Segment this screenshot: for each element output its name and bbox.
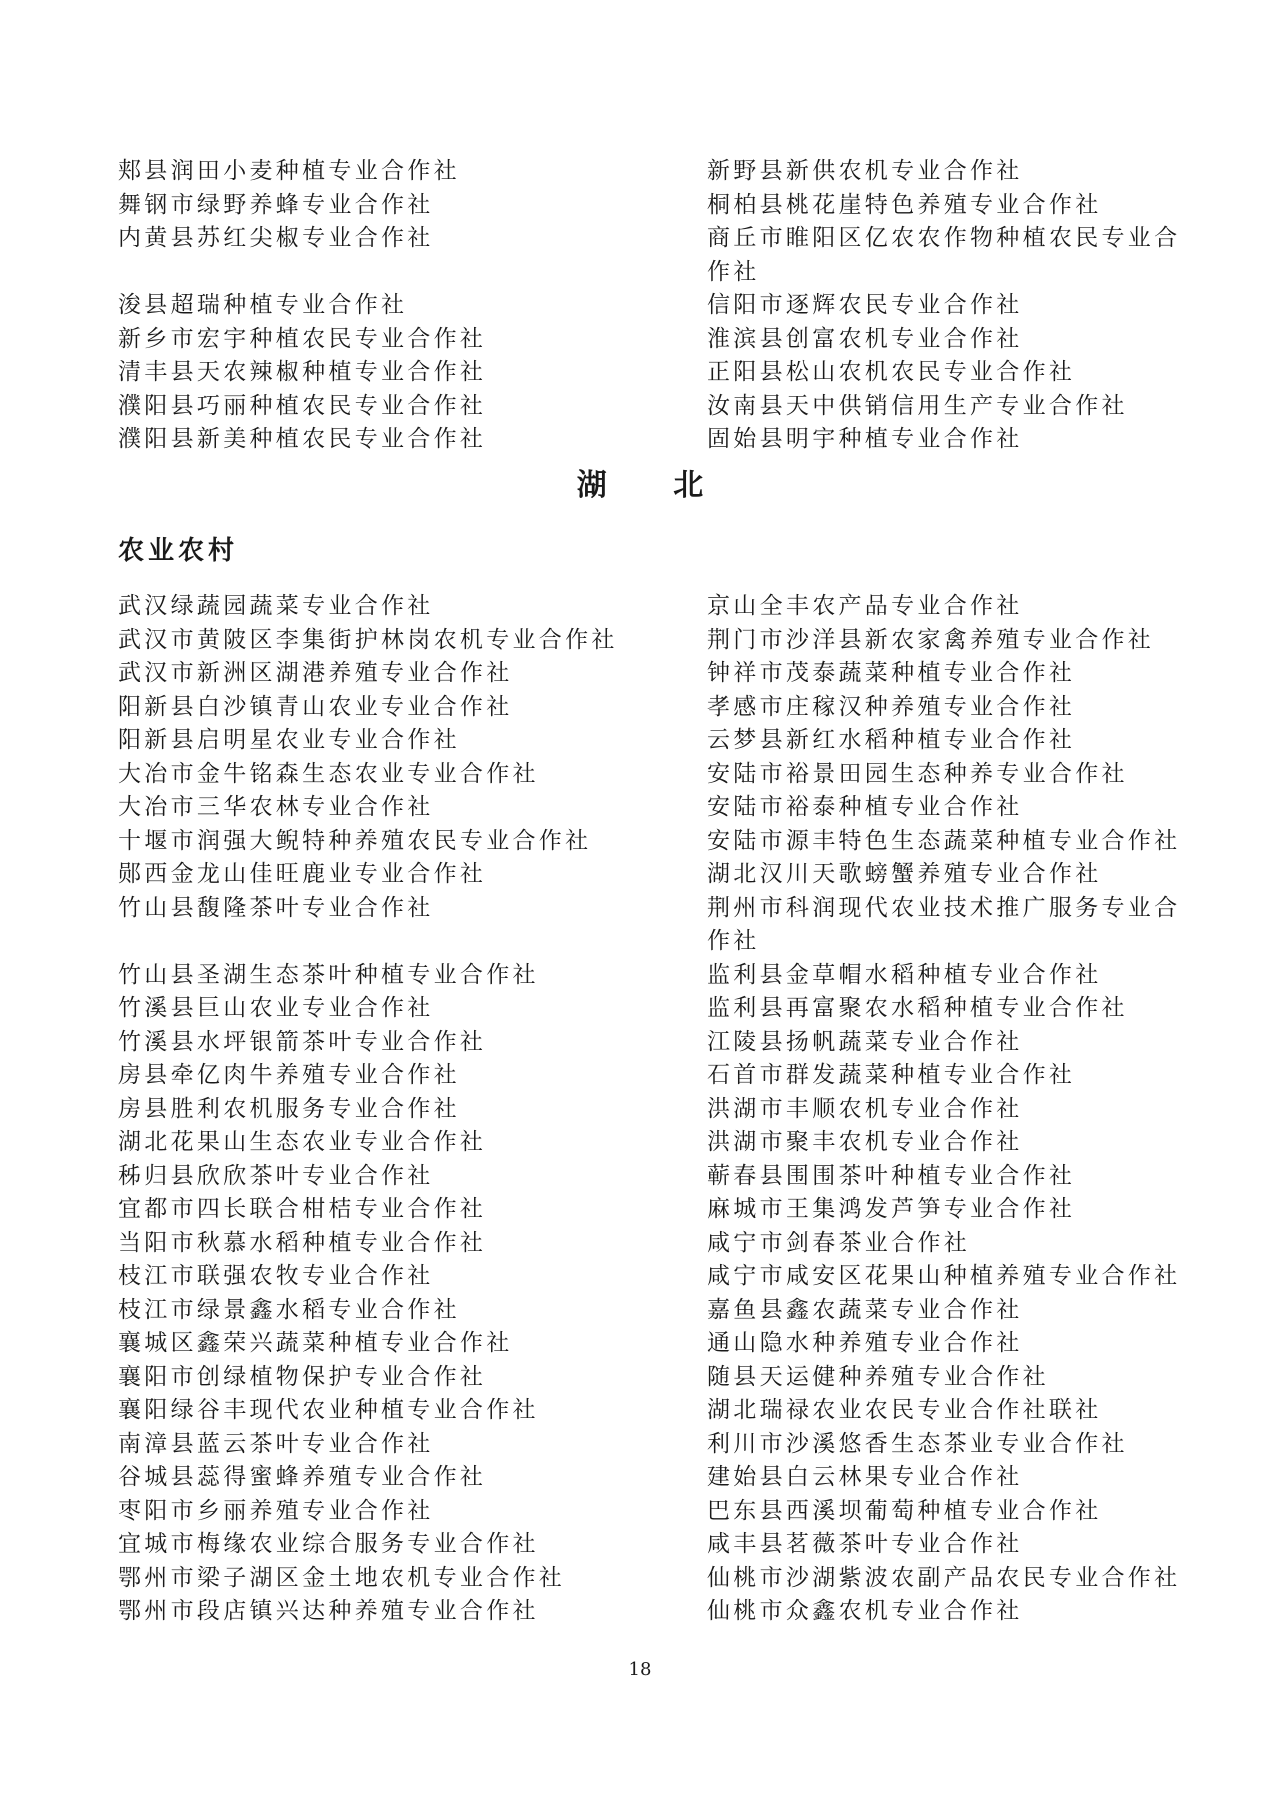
cooperative-entry: 竹山县圣湖生态茶叶种植专业合作社 [118, 961, 539, 988]
cooperative-entry: 云梦县新红水稻种植专业合作社 [707, 727, 1076, 753]
cooperative-entry: 武汉绿蔬园蔬菜专业合作社 [118, 593, 434, 619]
cooperative-entry: 商丘市睢阳区亿农农作物种植农民专业合作社 [707, 225, 1181, 285]
cooperative-entry: 汝南县天中供销信用生产专业合作社 [707, 392, 1128, 419]
cooperative-entry: 枣阳市乡丽养殖专业合作社 [118, 1497, 434, 1524]
cooperative-entry: 枝江市绿景鑫水稻专业合作社 [118, 1296, 460, 1323]
cooperative-entry: 竹溪县水坪银箭茶叶专业合作社 [118, 1028, 487, 1055]
cooperative-entry: 监利县再富聚农水稻种植专业合作社 [707, 995, 1128, 1021]
cooperative-entry: 湖北汉川天歌螃蟹养殖专业合作社 [707, 861, 1102, 887]
cooperative-entry: 咸宁市咸安区花果山种植养殖专业合作社 [707, 1263, 1181, 1289]
cooperative-entry: 阳新县启明星农业专业合作社 [118, 727, 460, 753]
cooperative-entry: 宜城市梅缘农业综合服务专业合作社 [118, 1531, 539, 1557]
cooperative-entry: 荆州市科润现代农业技术推广服务专业合作社 [707, 894, 1181, 954]
cooperative-entry: 湖北瑞禄农业农民专业合作社联社 [707, 1397, 1102, 1423]
cooperative-entry: 江陵县扬帆蔬菜专业合作社 [707, 1028, 1023, 1055]
blank-line [118, 925, 638, 959]
cooperative-entry: 武汉市黄陂区李集街护林岗农机专业合作社 [118, 626, 618, 653]
cooperative-entry: 襄阳绿谷丰现代农业种植专业合作社 [118, 1397, 539, 1423]
cooperative-entry: 大冶市金牛铭森生态农业专业合作社 [118, 760, 539, 787]
cooperative-entry: 洪湖市丰顺农机专业合作社 [707, 1095, 1023, 1122]
cooperative-entry: 濮阳县巧丽种植农民专业合作社 [118, 392, 487, 419]
cooperative-entry: 阳新县白沙镇青山农业专业合作社 [118, 693, 513, 720]
cooperative-entry: 蕲春县围围茶叶种植专业合作社 [707, 1162, 1076, 1189]
cooperative-entry: 麻城市王集鸿发芦笋专业合作社 [707, 1196, 1076, 1222]
cooperative-entry: 信阳市逐辉农民专业合作社 [707, 292, 1023, 318]
cooperative-entry: 舞钢市绿野养蜂专业合作社 [118, 191, 434, 218]
cooperative-entry: 郏县润田小麦种植专业合作社 [118, 158, 460, 184]
cooperative-entry: 鄂州市段店镇兴达种养殖专业合作社 [118, 1598, 539, 1624]
cooperative-entry: 正阳县松山农机农民专业合作社 [707, 359, 1076, 385]
main-right-column [707, 590, 1227, 1629]
cooperative-entry: 内黄县苏红尖椒专业合作社 [118, 225, 434, 251]
cooperative-entry: 巴东县西溪坝葡萄种植专业合作社 [707, 1497, 1102, 1524]
cooperative-entry: 房县牵亿肉牛养殖专业合作社 [118, 1062, 460, 1088]
cooperative-entry: 洪湖市聚丰农机专业合作社 [707, 1129, 1023, 1155]
main-left-column [118, 590, 638, 1629]
cooperative-entry: 竹山县馥隆茶叶专业合作社 [118, 894, 434, 921]
cooperative-entry: 安陆市源丰特色生态蔬菜种植专业合作社 [707, 827, 1181, 854]
cooperative-entry: 通山隐水种养殖专业合作社 [707, 1330, 1023, 1356]
cooperative-entry: 仙桃市沙湖紫波农副产品农民专业合作社 [707, 1564, 1181, 1591]
cooperative-entry: 咸宁市剑春茶业合作社 [707, 1229, 970, 1256]
cooperative-entry: 宜都市四长联合柑桔专业合作社 [118, 1196, 487, 1222]
cooperative-entry: 孝感市庄稼汉种养殖专业合作社 [707, 693, 1076, 720]
category-heading: 农业农村 [118, 536, 239, 566]
cooperative-entry: 湖北花果山生态农业专业合作社 [118, 1129, 487, 1155]
cooperative-entry: 襄阳市创绿植物保护专业合作社 [118, 1363, 487, 1390]
cooperative-entry: 鄂州市梁子湖区金土地农机专业合作社 [118, 1564, 566, 1591]
cooperative-entry: 新野县新供农机专业合作社 [707, 158, 1023, 184]
cooperative-entry: 随县天运健种养殖专业合作社 [707, 1363, 1049, 1390]
cooperative-entry: 谷城县蕊得蜜蜂养殖专业合作社 [118, 1464, 487, 1490]
cooperative-entry: 桐柏县桃花崖特色养殖专业合作社 [707, 191, 1102, 218]
cooperative-entry: 荆门市沙洋县新农家禽养殖专业合作社 [707, 626, 1155, 653]
cooperative-entry: 固始县明宇种植专业合作社 [707, 426, 1023, 452]
cooperative-entry: 郧西金龙山佳旺鹿业专业合作社 [118, 861, 487, 887]
top-left-column [118, 155, 638, 457]
cooperative-entry: 竹溪县巨山农业专业合作社 [118, 995, 434, 1021]
page-number: 18 [628, 1659, 652, 1680]
cooperative-entry: 建始县白云林果专业合作社 [707, 1464, 1023, 1490]
cooperative-entry: 武汉市新洲区湖港养殖专业合作社 [118, 660, 513, 686]
cooperative-entry: 十堰市润强大鲵特种养殖农民专业合作社 [118, 827, 592, 854]
blank-line [118, 256, 638, 290]
cooperative-entry: 安陆市裕景田园生态种养专业合作社 [707, 760, 1128, 787]
cooperative-entry: 安陆市裕泰种植专业合作社 [707, 794, 1023, 820]
cooperative-entry: 淮滨县创富农机专业合作社 [707, 325, 1023, 352]
cooperative-entry: 秭归县欣欣茶叶专业合作社 [118, 1162, 434, 1189]
cooperative-entry: 京山全丰农产品专业合作社 [707, 593, 1023, 619]
top-right-column [707, 155, 1227, 457]
cooperative-entry: 仙桃市众鑫农机专业合作社 [707, 1598, 1023, 1624]
cooperative-entry: 利川市沙溪悠香生态茶业专业合作社 [707, 1430, 1128, 1457]
cooperative-entry: 浚县超瑞种植专业合作社 [118, 292, 408, 318]
cooperative-entry: 咸丰县茗薇茶叶专业合作社 [707, 1531, 1023, 1557]
cooperative-entry: 濮阳县新美种植农民专业合作社 [118, 426, 487, 452]
cooperative-entry: 当阳市秋慕水稻种植专业合作社 [118, 1229, 487, 1256]
section-title: 湖 北 [576, 468, 732, 503]
cooperative-entry: 清丰县天农辣椒种植专业合作社 [118, 359, 487, 385]
cooperative-entry: 大冶市三华农林专业合作社 [118, 794, 434, 820]
cooperative-entry: 房县胜利农机服务专业合作社 [118, 1095, 460, 1122]
cooperative-entry: 枝江市联强农牧专业合作社 [118, 1263, 434, 1289]
cooperative-entry: 监利县金草帽水稻种植专业合作社 [707, 961, 1102, 988]
cooperative-entry: 南漳县蓝云茶叶专业合作社 [118, 1430, 434, 1457]
cooperative-entry: 石首市群发蔬菜种植专业合作社 [707, 1062, 1076, 1088]
cooperative-entry: 钟祥市茂泰蔬菜种植专业合作社 [707, 660, 1076, 686]
cooperative-entry: 襄城区鑫荣兴蔬菜种植专业合作社 [118, 1330, 513, 1356]
cooperative-entry: 嘉鱼县鑫农蔬菜专业合作社 [707, 1296, 1023, 1323]
cooperative-entry: 新乡市宏宇种植农民专业合作社 [118, 325, 487, 352]
